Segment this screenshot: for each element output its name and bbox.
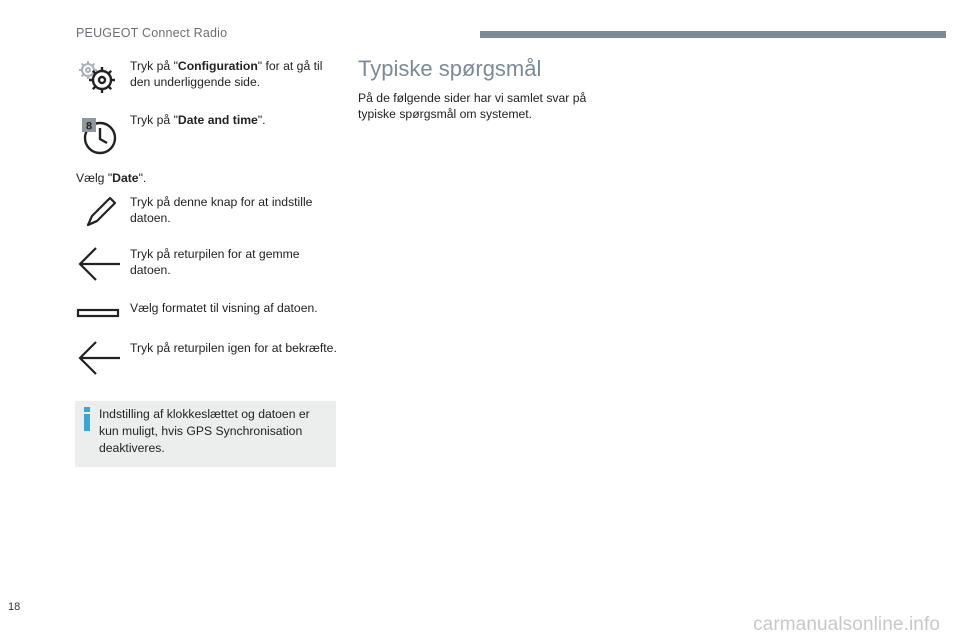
watermark: carmanualsonline.info	[753, 614, 940, 635]
info-note-text: Indstilling af klokkeslættet og datoen er kun muligt, hvis GPS Synchronisation deaktiveres.	[99, 407, 310, 455]
info-icon	[81, 407, 93, 431]
step-edit-date-text: Tryk på denne knap for at indstille datoen.	[130, 195, 313, 225]
pencil-icon	[76, 194, 122, 234]
svg-text:8: 8	[85, 120, 93, 133]
clock-icon	[76, 112, 122, 156]
section-body: På de følgende sider har vi samlet svar på typiske spørgsmål om systemet.	[358, 91, 587, 121]
step-confirm-text: Tryk på returpilen igen for at bekræfte.	[130, 341, 337, 355]
step-select-format-text: Vælg formatet til visning af datoen.	[130, 301, 318, 315]
header-rule	[480, 31, 946, 38]
select-date-text: Vælg "Date".	[76, 171, 147, 185]
back-arrow-icon	[76, 246, 122, 286]
section-title: Typiske spørgsmål	[358, 56, 542, 81]
info-note	[75, 401, 336, 467]
step-date-and-time-text: Tryk på "Date and time".	[130, 113, 266, 127]
settings-gear-icon	[76, 58, 122, 98]
step-save-date-text: Tryk på returpilen for at gemme datoen.	[130, 247, 300, 277]
page-number: 18	[8, 601, 21, 613]
step-configuration-text: Tryk på "Configuration" for at gå til den underliggende side.	[130, 59, 323, 89]
back-arrow-icon	[76, 340, 122, 380]
format-bar-icon	[76, 300, 122, 340]
page-header-title: PEUGEOT Connect Radio	[76, 26, 228, 40]
